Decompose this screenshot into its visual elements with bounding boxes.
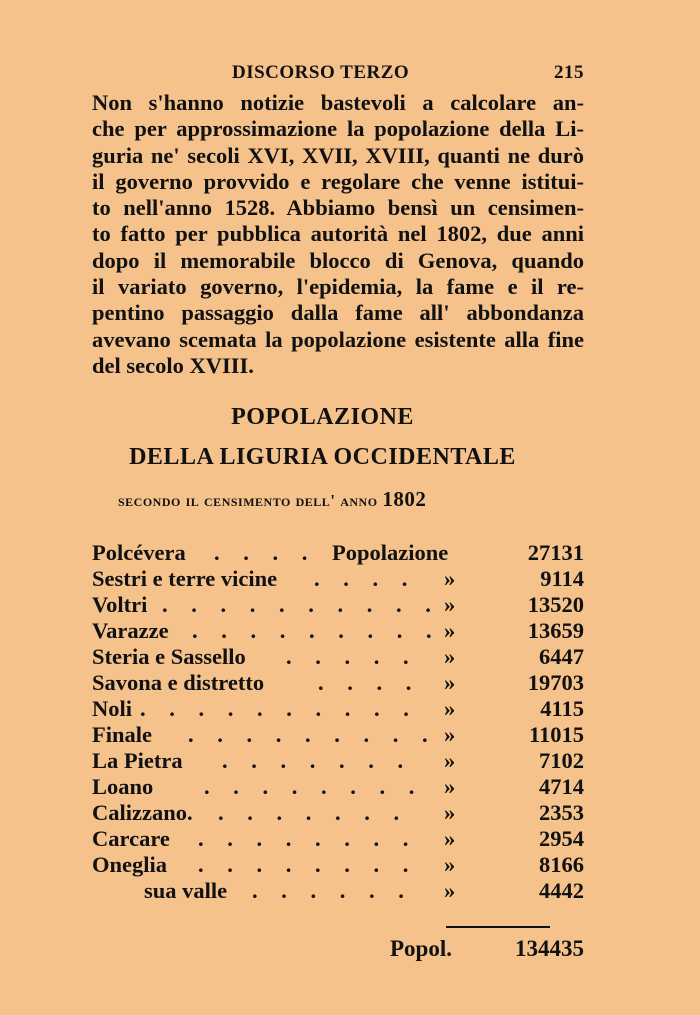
paragraph-line: pentino passaggio dalla fame all' abbondanza [92, 300, 584, 326]
district-name: Savona e distretto [92, 670, 265, 695]
leader-dots: . . . . . . . . . . [162, 592, 440, 617]
table-row [92, 748, 584, 774]
population-value: 2954 [539, 826, 584, 851]
ditto-mark: » [444, 878, 456, 903]
ditto-mark: » [444, 748, 456, 773]
district-name: Polcévera [92, 540, 186, 565]
district-name: Oneglia [92, 852, 168, 877]
population-value: 13520 [527, 592, 584, 617]
page-number: 215 [554, 62, 584, 83]
table-row [92, 722, 584, 748]
table-row [92, 852, 584, 878]
paragraph-line: del secolo XVIII. [92, 352, 254, 378]
district-name: Loano [92, 774, 154, 799]
district-name: Sestri e terre vicine [92, 566, 278, 591]
ditto-mark: » [444, 774, 456, 799]
district-name: Calizzano. [92, 800, 193, 825]
paragraph-line: avevano scemata la popolazione esistente alla fine [92, 326, 584, 352]
district-name: La Pietra [92, 748, 183, 773]
paragraph-line: to nell'anno 1528. Abbiamo bensì un censimen- [92, 195, 584, 221]
paragraph-line: Non s'hanno notizie bastevoli a calcolare an- [92, 90, 584, 115]
table-heading-census [118, 487, 538, 512]
paragraph-line: il governo provvido e regolare che venne istitui- [92, 168, 584, 194]
population-value: 13659 [527, 618, 584, 643]
population-value: 19703 [527, 670, 584, 695]
leader-dots: . . . . . [286, 644, 418, 669]
district-name: Noli [92, 696, 133, 721]
paragraph [92, 90, 584, 379]
ditto-mark: » [444, 670, 456, 695]
paragraph-line: il variato governo, l'epidemia, la fame e il re- [92, 274, 584, 300]
table-row [92, 696, 584, 722]
paragraph-line: guria ne' secoli XVI, XVII, XVIII, quanti ne durò [92, 142, 584, 168]
district-name: Carcare [92, 826, 170, 851]
leader-dots: . . . . . . . . . [188, 722, 437, 747]
column-label: Popolazione [332, 540, 449, 565]
paragraph-line: to fatto per pubblica autorità nel 1802, due anni [92, 221, 584, 247]
district-name: sua valle [144, 878, 228, 903]
district-name: Voltri [92, 592, 148, 617]
table-row [92, 566, 584, 592]
ditto-mark: » [444, 566, 456, 591]
population-value: 8166 [539, 852, 584, 877]
paragraph-line: che per approssimazione la popolazione della Li- [92, 116, 584, 142]
leader-dots: . . . . . . . [222, 748, 413, 773]
leader-dots: . . . . . . . . [198, 852, 418, 877]
census-year: 1802 [382, 487, 427, 511]
table-row [92, 774, 584, 800]
table-row [92, 592, 584, 618]
population-value: 6447 [539, 644, 584, 669]
paragraph-line: dopo il memorabile blocco di Genova, quando [92, 247, 584, 273]
table-row [92, 670, 584, 696]
table-row [92, 644, 584, 670]
ditto-mark: » [444, 852, 456, 877]
ditto-mark: » [444, 644, 456, 669]
district-name: Varazze [92, 618, 169, 643]
population-value: 11015 [528, 722, 584, 747]
leader-dots: . . . . . . . . . [192, 618, 441, 643]
table-row [92, 878, 584, 904]
population-table [92, 540, 584, 904]
chapter-title: DISCORSO TERZO [232, 62, 410, 83]
leader-dots: . . . . . . . [218, 800, 409, 825]
leader-dots: . . . . [314, 566, 417, 591]
leader-dots: . . . . [214, 540, 317, 565]
leader-dots: . . . . . . . . [198, 826, 418, 851]
population-value: 4442 [539, 878, 584, 903]
leader-dots: . . . . [318, 670, 421, 695]
ditto-mark: » [444, 696, 456, 721]
ditto-mark: » [444, 592, 456, 617]
table-row [92, 800, 584, 826]
population-value: 7102 [539, 748, 584, 773]
ditto-mark: » [444, 826, 456, 851]
population-value: 9114 [540, 566, 584, 591]
total-rule [446, 926, 550, 928]
district-name: Steria e Sassello [92, 644, 246, 669]
census-caption: secondo il censimento dell' anno [118, 491, 378, 510]
total-value: 134435 [515, 936, 584, 961]
ditto-mark: » [444, 722, 456, 747]
district-name: Finale [92, 722, 152, 747]
total-label: Popol. [390, 936, 452, 961]
table-heading-subtitle: DELLA LIGURIA OCCIDENTALE [129, 444, 516, 470]
ditto-mark: » [444, 618, 456, 643]
table-row [92, 618, 584, 644]
leader-dots: . . . . . . . . . . [140, 696, 418, 721]
population-value: 4115 [540, 696, 584, 721]
population-value: 4714 [539, 774, 584, 799]
table-row [92, 826, 584, 852]
leader-dots: . . . . . . [252, 878, 413, 903]
ditto-mark: » [444, 800, 456, 825]
table-row [92, 540, 584, 566]
table-heading-title: POPOLAZIONE [231, 404, 414, 430]
population-value: 2353 [539, 800, 584, 825]
population-value: 27131 [527, 540, 584, 565]
leader-dots: . . . . . . . . [204, 774, 424, 799]
